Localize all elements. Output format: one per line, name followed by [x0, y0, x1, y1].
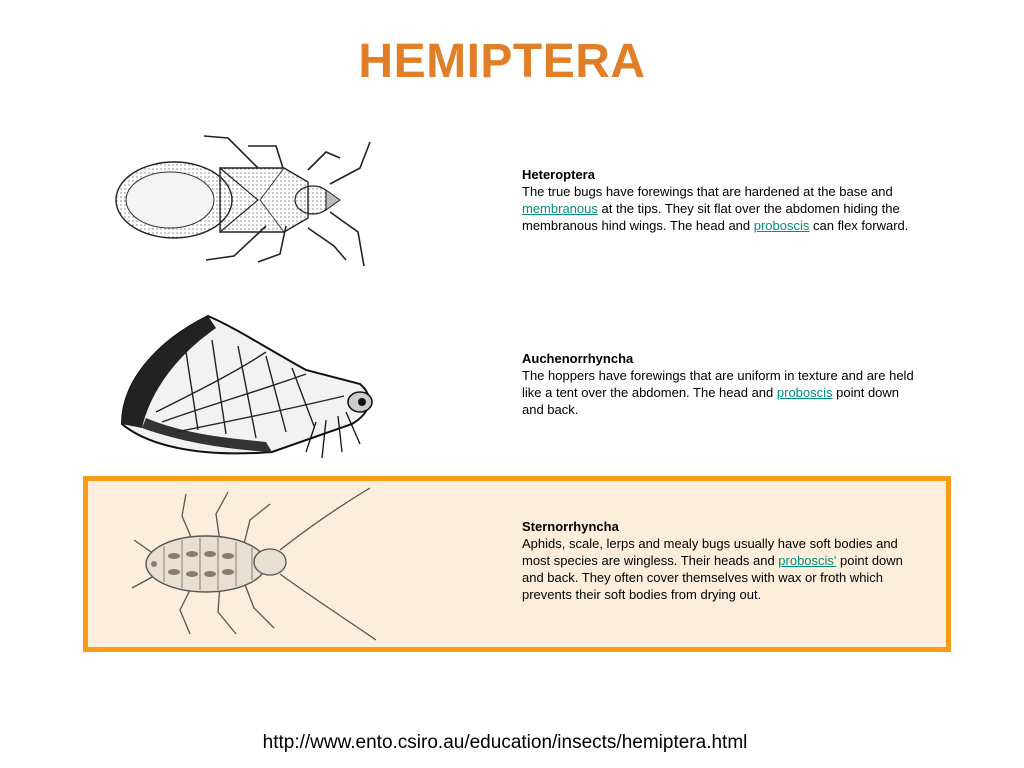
page-title: HEMIPTERA	[358, 35, 646, 88]
membranous-link[interactable]: membranous	[522, 201, 598, 216]
section-heading: Auchenorrhyncha	[522, 351, 634, 366]
section-sternorrhyncha	[522, 518, 914, 603]
section-text: point down and back. They often cover themselves with wax or froth which prevents their soft bodies from drying out.	[522, 553, 903, 602]
section-heading: Heteroptera	[522, 167, 595, 182]
proboscis-link[interactable]: proboscis'	[778, 553, 837, 568]
aphid-illustration	[124, 484, 380, 644]
proboscis-link[interactable]: proboscis	[776, 385, 833, 400]
section-heteroptera	[522, 166, 914, 234]
section-text: The hoppers have forewings that are uniform in texture and are held like a tent over the abdomen. The head and	[522, 368, 914, 400]
true-bug-illustration	[108, 128, 384, 276]
section-text: at the tips. They sit flat over the abdomen hiding the membranous hind wings. The head and	[522, 201, 900, 233]
section-heading: Sternorrhyncha	[522, 519, 619, 534]
source-url[interactable]: http://www.ento.csiro.au/education/insects/hemiptera.html	[262, 732, 748, 753]
section-text: point down and back.	[522, 385, 900, 417]
section-text: Aphids, scale, lerps and mealy bugs usually have soft bodies and most species are wingless. Their heads and	[522, 536, 898, 568]
planthopper-illustration	[116, 312, 384, 464]
section-text: can flex forward.	[809, 218, 909, 233]
proboscis-link[interactable]: proboscis	[753, 218, 810, 233]
section-auchenorrhyncha	[522, 350, 914, 418]
section-text: The true bugs have forewings that are hardened at the base and	[522, 184, 893, 199]
